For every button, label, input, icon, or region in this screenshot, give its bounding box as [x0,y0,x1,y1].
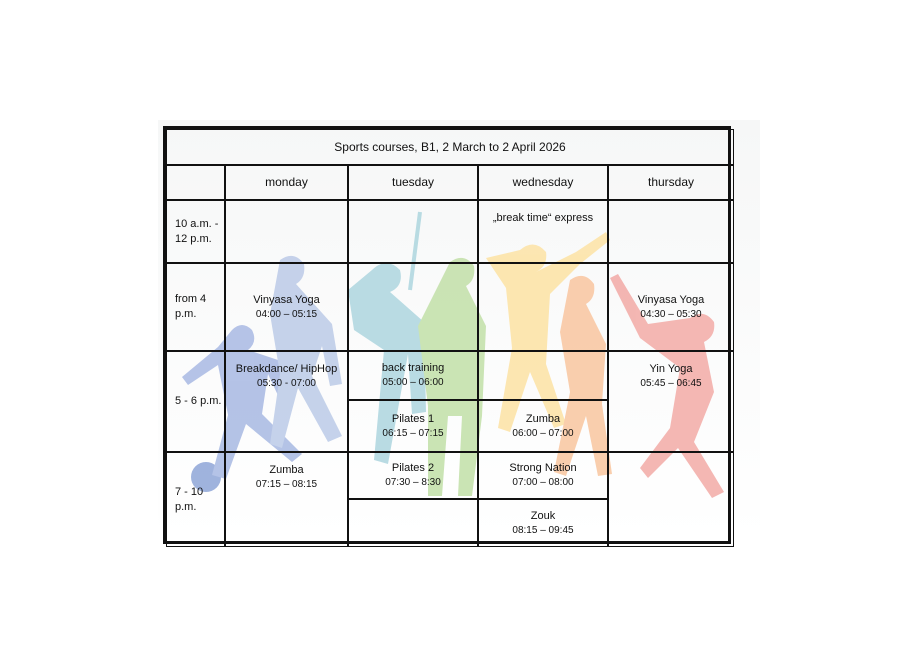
course-time: 04:00 – 05:15 [255,308,318,320]
course-time: 05:00 – 06:00 [382,377,444,389]
course-vinyasa-yoga-monday [225,263,348,351]
course-name: „break time“ express [492,212,594,224]
time-slot-7-10pm: 7 - 10 p.m. [166,452,225,547]
course-time: 07:00 – 08:00 [512,477,574,489]
empty-cell [348,499,478,547]
empty-cell [348,263,478,351]
empty-cell [608,452,734,547]
day-header-monday: monday [225,165,348,200]
course-back-training-tuesday [348,351,478,400]
course-time: 05:45 – 06:45 [640,377,702,389]
course-name: Vinyasa Yoga [253,293,320,306]
course-zouk-wednesday [478,499,608,547]
course-schedule-table [163,126,731,544]
course-time: 07:15 – 08:15 [255,478,318,490]
empty-cell [348,200,478,263]
day-header-wednesday: wednesday [478,165,608,200]
course-name: Yin Yoga [649,363,693,375]
course-time: 06:00 – 07:00 [512,427,574,439]
time-slot-morning: 10 a.m. - 12 p.m. [166,200,225,263]
course-time: 08:15 – 09:45 [512,524,574,536]
course-breakdance-hiphop-monday [225,351,348,452]
course-zumba-monday [225,452,348,547]
course-name: Zumba [525,412,561,425]
course-break-time-express [478,200,608,263]
course-time: 04:30 – 05:30 [640,308,702,320]
course-strong-nation-wednesday [478,452,608,499]
course-time: 05:30 - 07:00 [257,377,316,389]
course-time: 06:15 – 07:15 [382,427,444,439]
corner-header-cell [166,165,225,200]
course-name: back training [381,362,445,375]
empty-cell [225,200,348,263]
course-yin-yoga-thursday [608,351,734,452]
empty-cell [608,200,734,263]
course-name: Pilates 1 [391,412,435,425]
time-slot-from-4pm: from 4 p.m. [166,263,225,351]
empty-cell [478,263,608,351]
course-name: Zouk [530,509,556,522]
course-name: Zumba [269,464,304,476]
course-name: Strong Nation [509,462,577,475]
course-name: Pilates 2 [391,462,435,475]
course-vinyasa-yoga-thursday [608,263,734,351]
table-title: Sports courses, B1, 2 March to 2 April 2026 [166,129,734,165]
course-time: 07:30 – 8:30 [385,477,441,489]
empty-cell [478,351,608,400]
course-pilates-1-tuesday [348,400,478,452]
course-zumba-wednesday [478,400,608,452]
course-name: Vinyasa Yoga [637,293,705,306]
day-header-tuesday: tuesday [348,165,478,200]
course-name: Breakdance/ HipHop [235,363,338,375]
time-slot-5-6pm: 5 - 6 p.m. [166,351,225,452]
course-pilates-2-tuesday [348,452,478,499]
day-header-thursday: thursday [608,165,734,200]
